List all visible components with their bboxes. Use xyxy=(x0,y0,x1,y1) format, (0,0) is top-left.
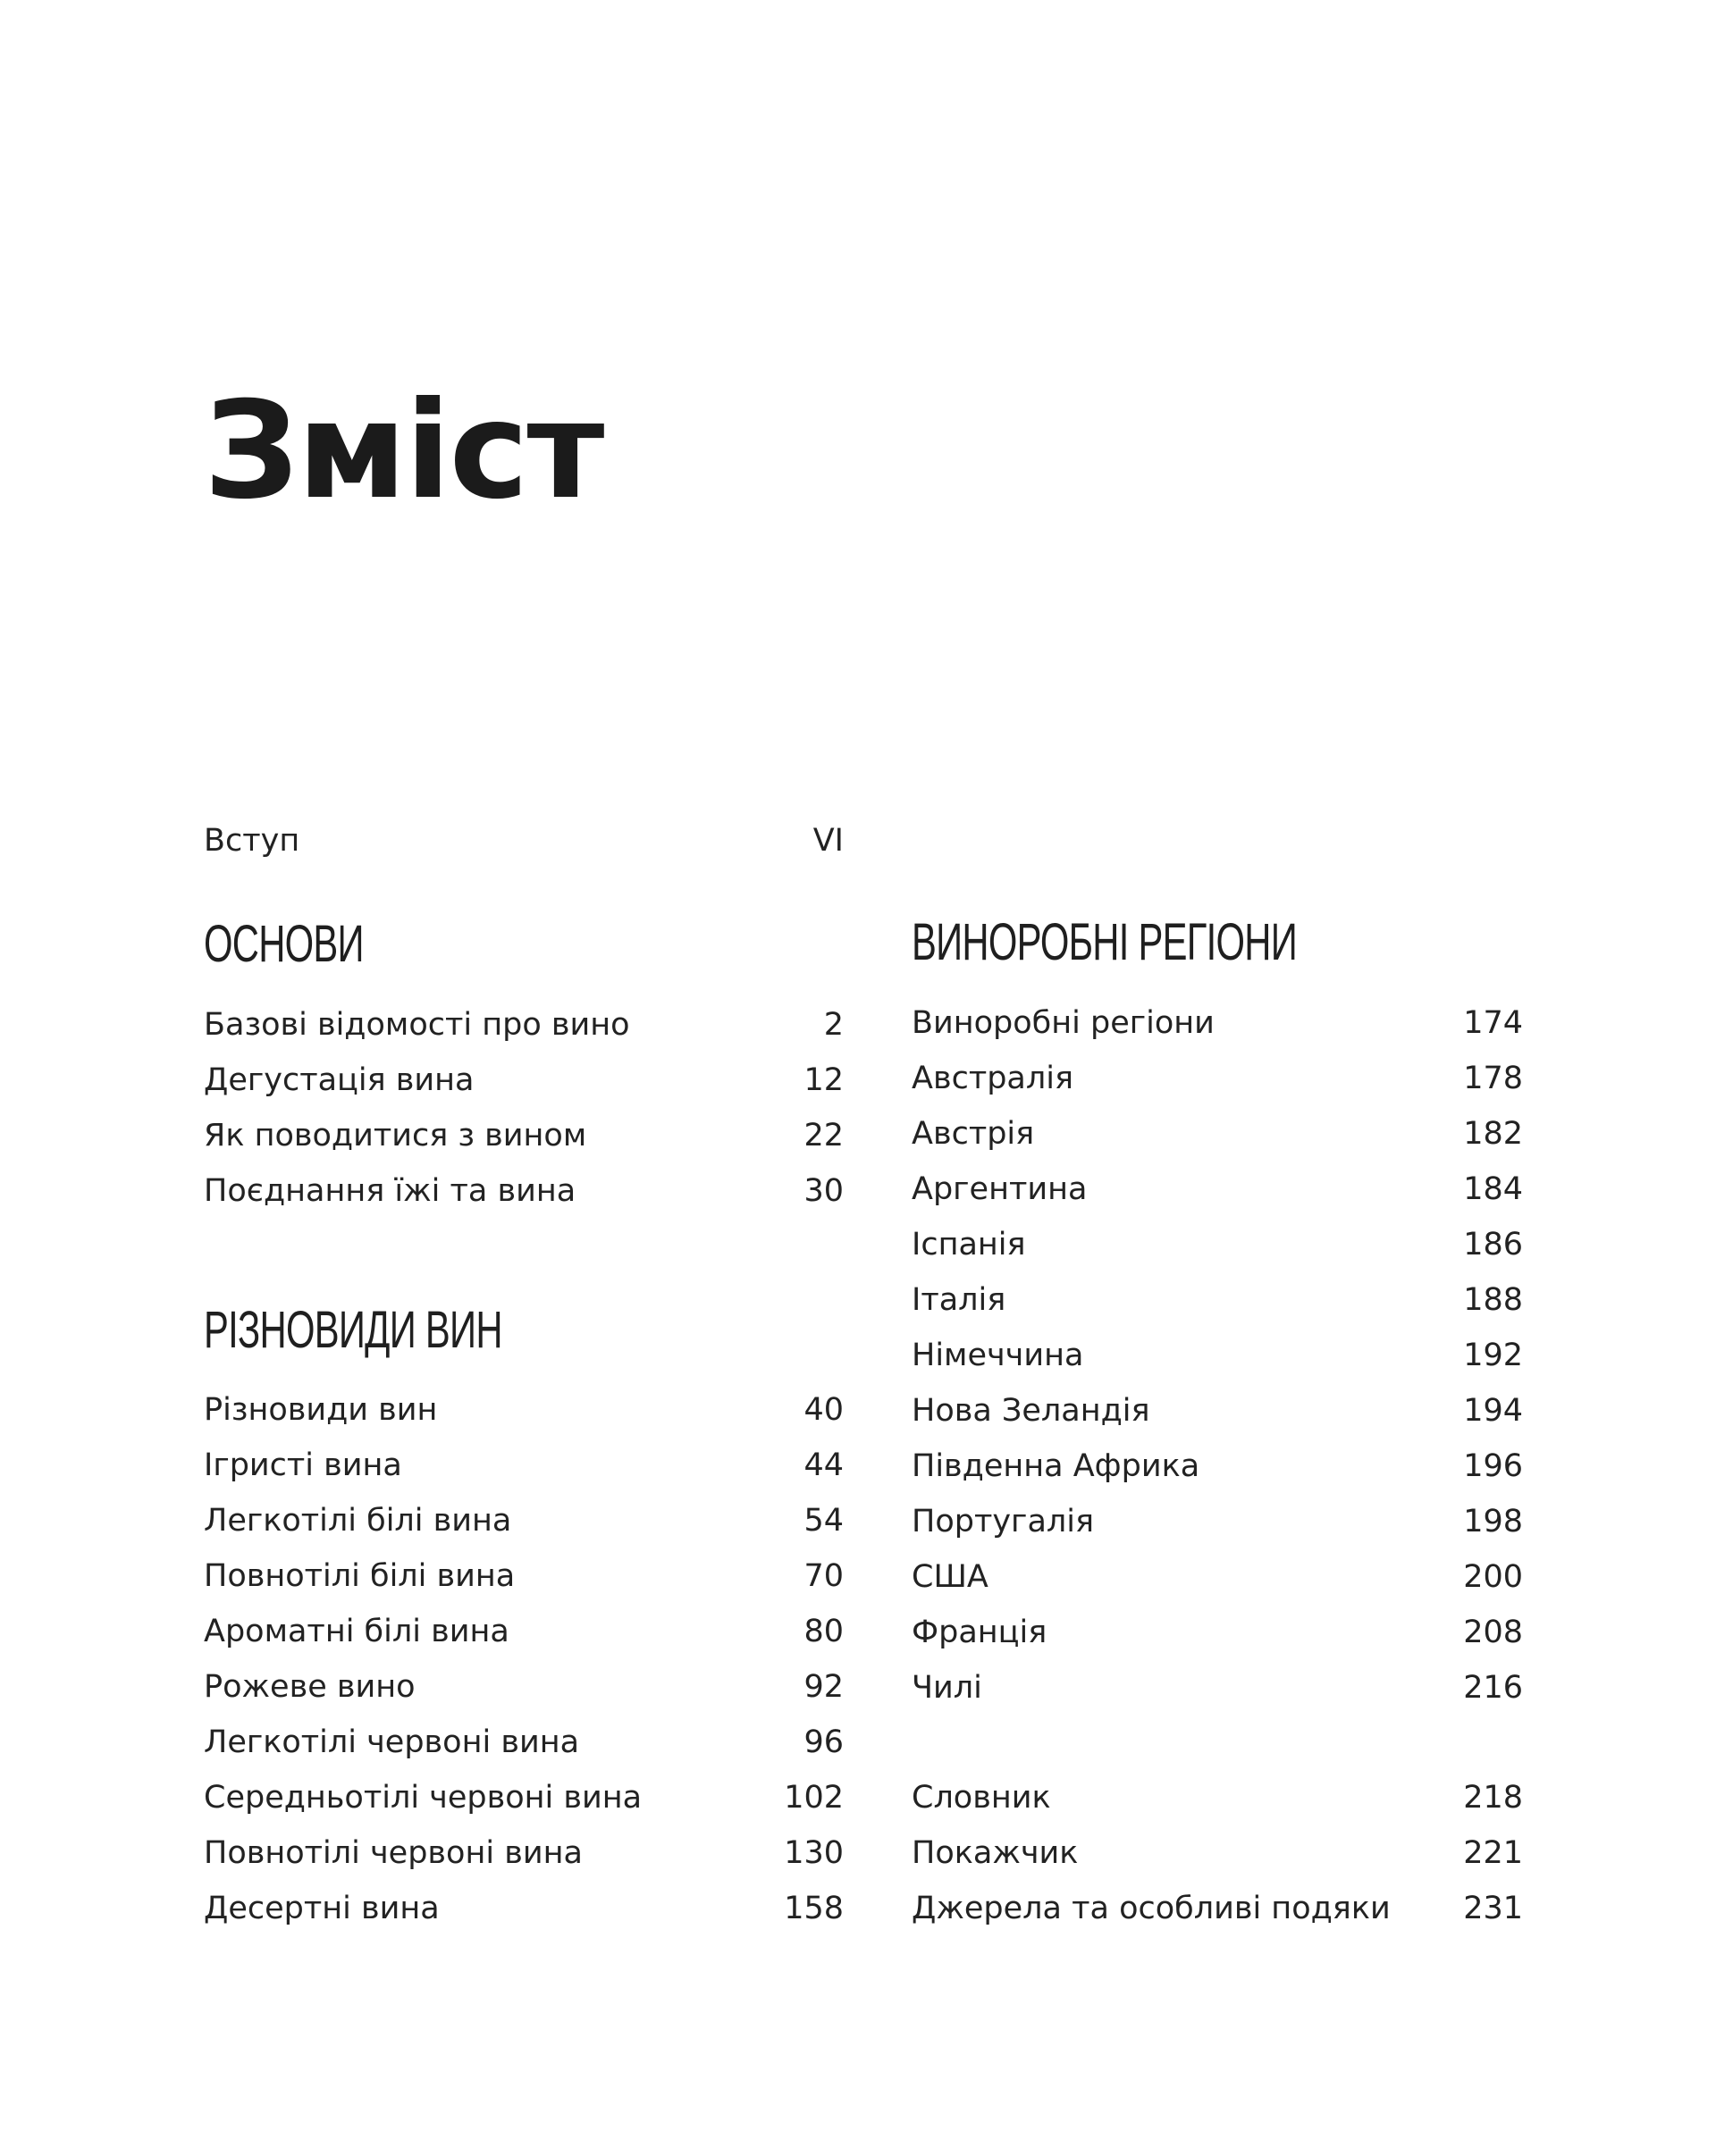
toc-entry-label: Італія xyxy=(912,1282,1006,1318)
toc-entry-page: 231 xyxy=(1463,1891,1523,1926)
toc-entry[interactable] xyxy=(204,1825,844,1881)
toc-entry-page: 216 xyxy=(1463,1670,1523,1706)
toc-entry-label: Дегустація вина xyxy=(204,1062,475,1098)
toc-entry[interactable] xyxy=(912,1162,1523,1217)
toc-entry[interactable] xyxy=(912,1494,1523,1549)
toc-entry-label: Джерела та особливі подяки xyxy=(912,1891,1391,1926)
toc-entry-page: 158 xyxy=(784,1891,844,1926)
toc-entry[interactable] xyxy=(204,1493,844,1548)
toc-entry[interactable] xyxy=(912,1549,1523,1605)
toc-entry-page: 130 xyxy=(784,1835,844,1871)
toc-entry-label: Аргентина xyxy=(912,1171,1088,1207)
toc-entry-page: 208 xyxy=(1463,1615,1523,1650)
toc-entry-page: 178 xyxy=(1463,1061,1523,1096)
toc-entry[interactable] xyxy=(204,1163,844,1219)
toc-entry-label: Базові відомості про вино xyxy=(204,1007,630,1043)
toc-entry[interactable] xyxy=(204,1108,844,1163)
toc-entry[interactable] xyxy=(912,1217,1523,1272)
toc-entry-label: Ароматні білі вина xyxy=(204,1614,509,1649)
toc-entry-page: 22 xyxy=(803,1118,844,1154)
toc-entry[interactable] xyxy=(912,1605,1523,1660)
toc-entry[interactable] xyxy=(204,1881,844,1936)
toc-entry-page: 194 xyxy=(1463,1393,1523,1429)
toc-entry-page: 44 xyxy=(803,1447,844,1483)
toc-entry-page: 200 xyxy=(1463,1559,1523,1595)
section-heading-basics: ОСНОВИ xyxy=(204,915,364,973)
toc-entry-label: Німеччина xyxy=(912,1338,1084,1373)
toc-entry-label: Франція xyxy=(912,1615,1047,1650)
toc-entry-page: 12 xyxy=(803,1062,844,1098)
toc-entry-label: Чилі xyxy=(912,1670,982,1706)
toc-entry-index[interactable] xyxy=(912,1825,1523,1881)
toc-entry[interactable] xyxy=(912,995,1523,1051)
toc-entry-label: Рожеве вино xyxy=(204,1669,416,1705)
toc-entry[interactable] xyxy=(912,1660,1523,1716)
toc-entry-page: 2 xyxy=(823,1007,844,1043)
toc-entry-page: 184 xyxy=(1463,1171,1523,1207)
toc-entry[interactable] xyxy=(912,1106,1523,1162)
toc-entry[interactable] xyxy=(204,1438,844,1493)
toc-entry[interactable] xyxy=(204,1053,844,1108)
toc-entry-label: Португалія xyxy=(912,1504,1095,1539)
toc-entry-label: Середньотілі червоні вина xyxy=(204,1780,643,1816)
toc-entry-page: VI xyxy=(812,823,844,859)
toc-entry-page: 54 xyxy=(803,1503,844,1539)
toc-entry[interactable] xyxy=(204,1604,844,1659)
toc-entry-page: 40 xyxy=(803,1392,844,1428)
toc-entry-page: 218 xyxy=(1463,1780,1523,1816)
toc-entry-label: Десертні вина xyxy=(204,1891,440,1926)
toc-entry[interactable] xyxy=(204,1715,844,1770)
toc-entry[interactable] xyxy=(204,1659,844,1715)
page-title: Зміст xyxy=(204,373,603,529)
toc-entry-page: 182 xyxy=(1463,1116,1523,1152)
toc-entry-page: 186 xyxy=(1463,1227,1523,1263)
toc-entry[interactable] xyxy=(204,1770,844,1825)
toc-entry[interactable] xyxy=(912,1328,1523,1383)
toc-entry-sources[interactable] xyxy=(912,1881,1523,1936)
toc-entry-label: Словник xyxy=(912,1780,1051,1816)
toc-entry-label: Вступ xyxy=(204,823,300,859)
toc-entry-label: Виноробні регіони xyxy=(912,1005,1215,1041)
toc-entry[interactable] xyxy=(912,1272,1523,1328)
toc-entry-label: США xyxy=(912,1559,988,1595)
toc-entry-page: 221 xyxy=(1463,1835,1523,1871)
toc-entry-label: Повнотілі білі вина xyxy=(204,1558,516,1594)
toc-entry-page: 196 xyxy=(1463,1448,1523,1484)
toc-entry-label: Легкотілі білі вина xyxy=(204,1503,512,1539)
toc-entry-label: Австралія xyxy=(912,1061,1074,1096)
toc-entry-page: 192 xyxy=(1463,1338,1523,1373)
toc-entry-label: Повнотілі червоні вина xyxy=(204,1835,583,1871)
toc-entry-page: 92 xyxy=(803,1669,844,1705)
toc-entry-intro[interactable] xyxy=(204,813,844,868)
toc-entry[interactable] xyxy=(204,1382,844,1438)
toc-entry-page: 174 xyxy=(1463,1005,1523,1041)
toc-entry-label: Різновиди вин xyxy=(204,1392,438,1428)
toc-entry[interactable] xyxy=(204,997,844,1053)
toc-entry-page: 70 xyxy=(803,1558,844,1594)
toc-entry-label: Поєднання їжі та вина xyxy=(204,1173,576,1209)
section-heading-wine-types: РІЗНОВИДИ ВИН xyxy=(204,1301,502,1359)
toc-entry-label: Нова Зеландія xyxy=(912,1393,1150,1429)
toc-entry-label: Легкотілі червоні вина xyxy=(204,1724,580,1760)
section-heading-regions: ВИНОРОБНІ РЕГІОНИ xyxy=(912,913,1298,971)
toc-entry-glossary[interactable] xyxy=(912,1770,1523,1825)
toc-entry[interactable] xyxy=(912,1051,1523,1106)
toc-entry[interactable] xyxy=(912,1439,1523,1494)
toc-entry-label: Ігристі вина xyxy=(204,1447,402,1483)
toc-entry[interactable] xyxy=(912,1383,1523,1439)
toc-entry-label: Іспанія xyxy=(912,1227,1026,1263)
toc-entry-page: 102 xyxy=(784,1780,844,1816)
toc-entry-page: 30 xyxy=(803,1173,844,1209)
toc-entry-label: Як поводитися з вином xyxy=(204,1118,587,1154)
toc-entry-page: 198 xyxy=(1463,1504,1523,1539)
toc-entry[interactable] xyxy=(204,1548,844,1604)
toc-entry-label: Південна Африка xyxy=(912,1448,1200,1484)
toc-entry-page: 80 xyxy=(803,1614,844,1649)
toc-entry-page: 96 xyxy=(803,1724,844,1760)
toc-entry-page: 188 xyxy=(1463,1282,1523,1318)
toc-entry-label: Австрія xyxy=(912,1116,1035,1152)
toc-entry-label: Покажчик xyxy=(912,1835,1079,1871)
